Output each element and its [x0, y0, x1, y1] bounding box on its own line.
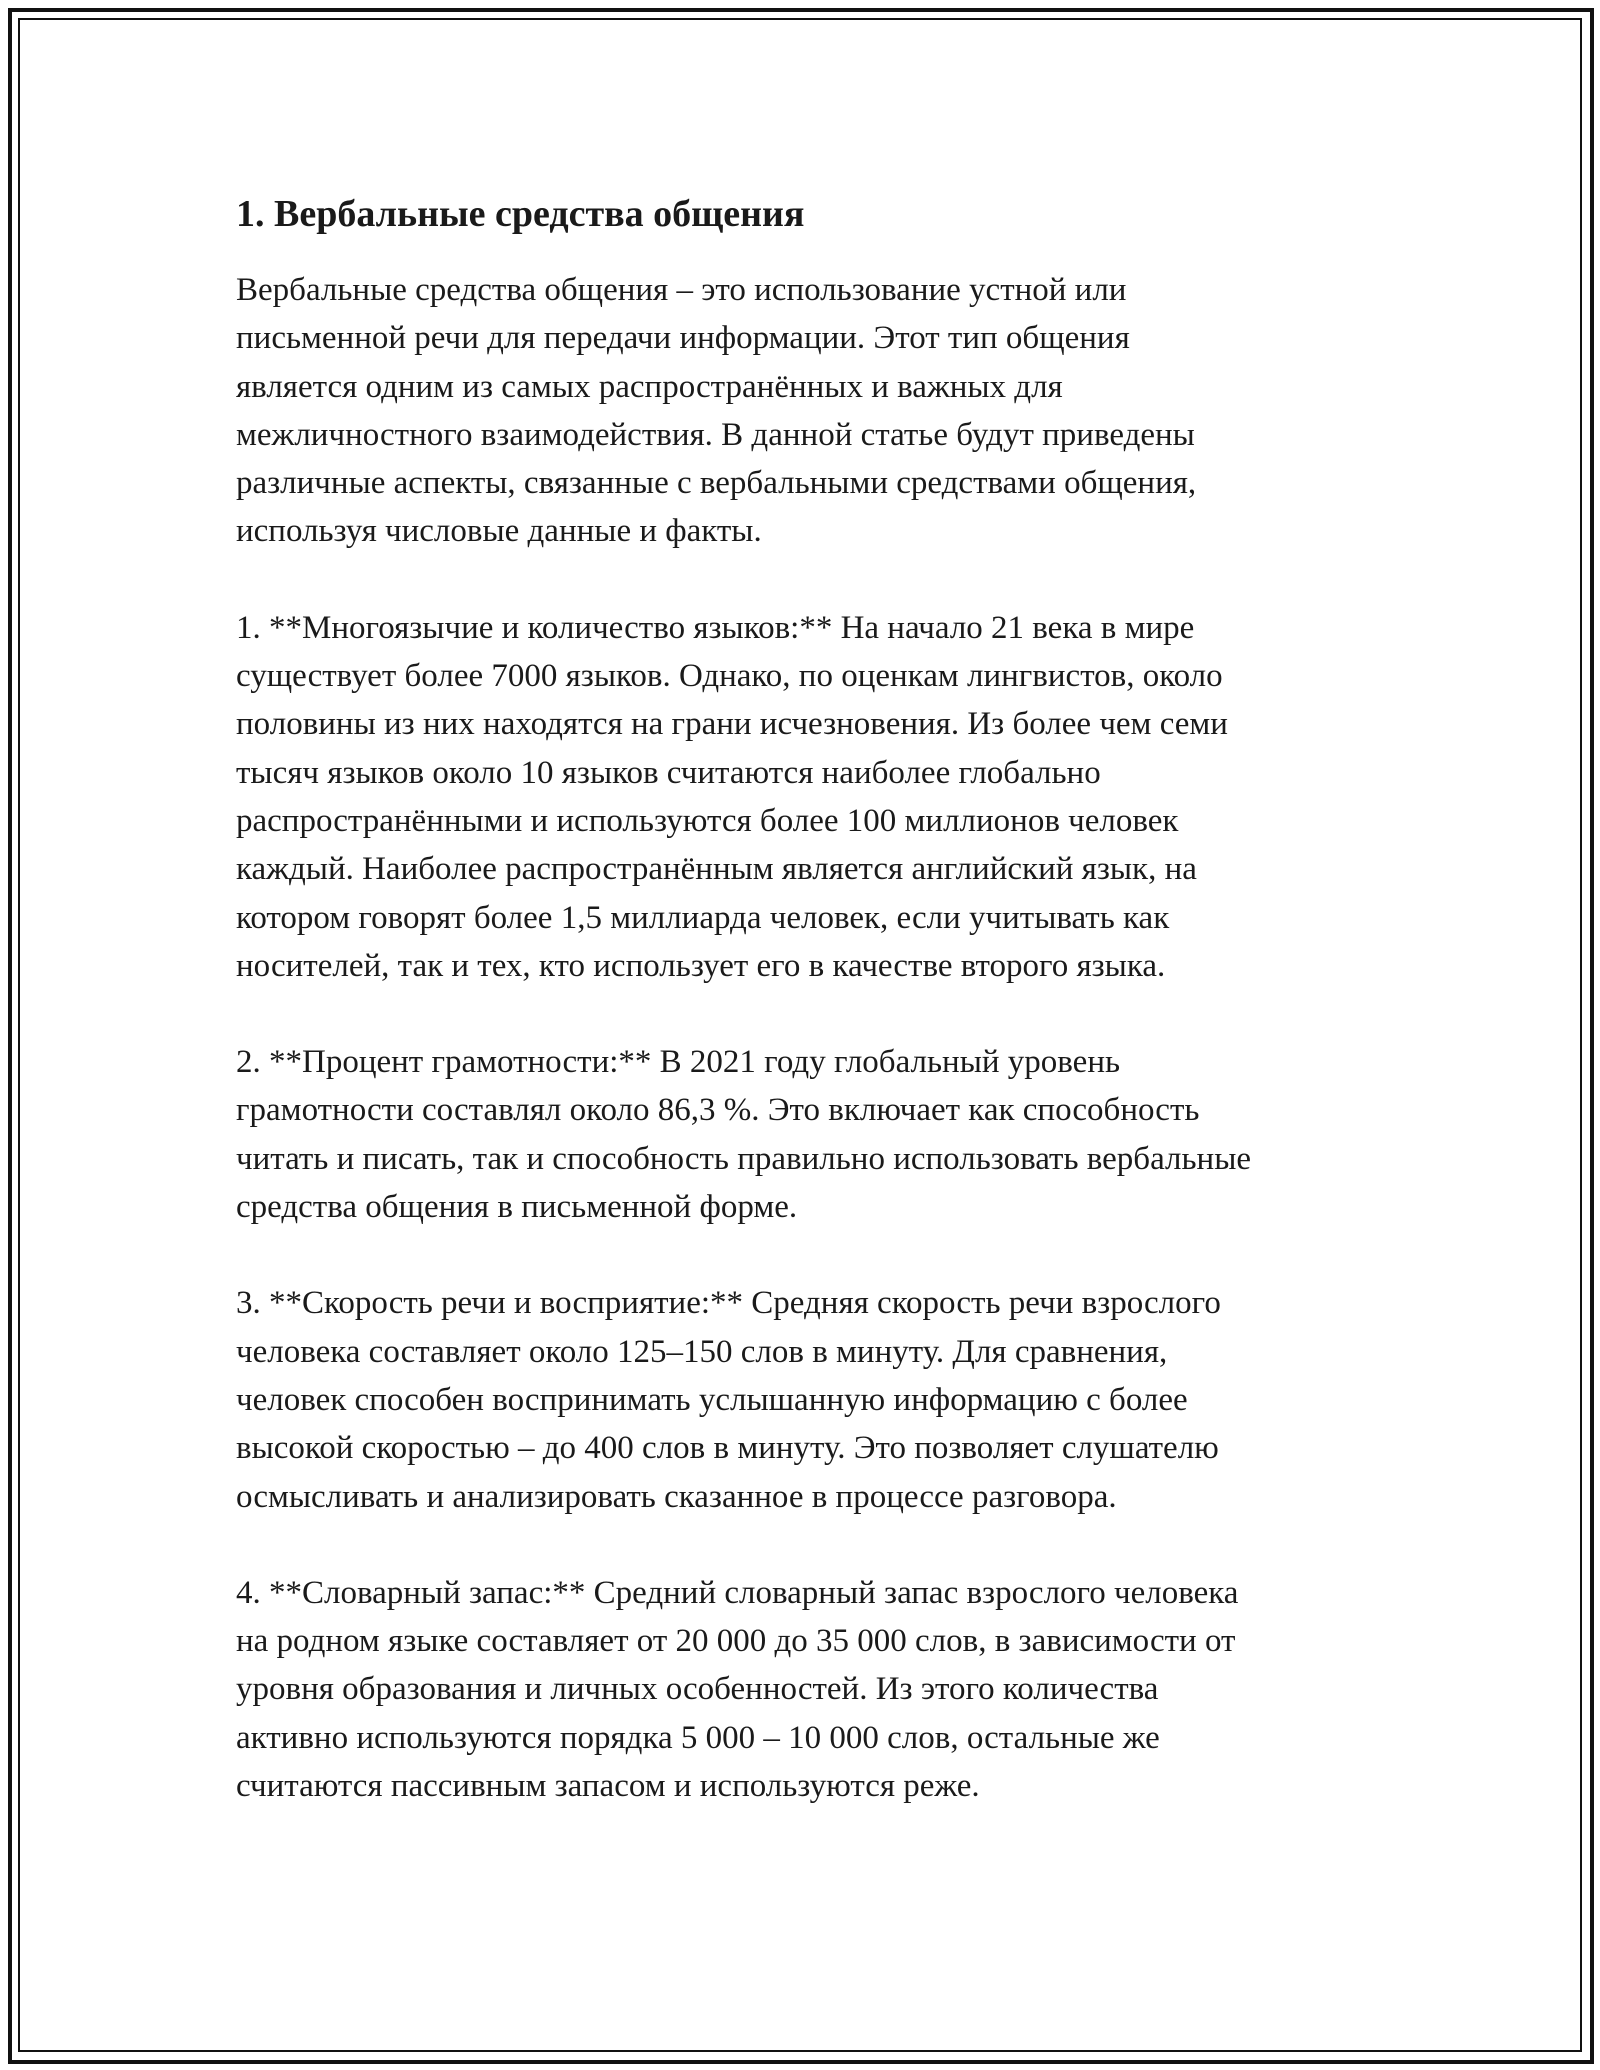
vocabulary-paragraph	[236, 1569, 1386, 1810]
intro-paragraph	[236, 266, 1386, 556]
paragraph-line: на родном языке составляет от 20 000 до 35 000 слов, в зависимости от	[236, 1623, 1236, 1660]
literacy-paragraph	[236, 1038, 1386, 1231]
paragraph-line: уровня образования и личных особенностей. Из этого количества	[236, 1671, 1159, 1708]
paragraph-line: является одним из самых распространённых и важных для	[236, 368, 1063, 405]
multilingualism-paragraph	[236, 604, 1386, 990]
paragraph-line: носителей, так и тех, кто использует его в качестве второго языка.	[236, 947, 1166, 984]
paragraph-line: осмысливать и анализировать сказанное в процессе разговора.	[236, 1478, 1117, 1515]
paragraph-line: 4. **Словарный запас:** Средний словарный запас взрослого человека	[236, 1574, 1239, 1611]
document-body	[236, 188, 1386, 1858]
paragraph-line: 3. **Скорость речи и восприятие:** Средняя скорость речи взрослого	[236, 1285, 1221, 1322]
paragraph-line: Вербальные средства общения – это использование устной или	[236, 272, 1127, 308]
paragraph-line: высокой скоростью – до 400 слов в минуту. Это позволяет слушателю	[236, 1430, 1219, 1467]
paragraph-line: 1. **Многоязычие и количество языков:** На начало 21 века в мире	[236, 609, 1195, 646]
paragraph-line: котором говорят более 1,5 миллиарда человек, если учитывать как	[236, 899, 1170, 936]
paragraph-line: человека составляет около 125–150 слов в минуту. Для сравнения,	[236, 1333, 1168, 1370]
paragraph-line: половины из них находятся на грани исчезновения. Из более чем семи	[236, 706, 1228, 743]
paragraph-line: грамотности составлял около 86,3 %. Это включает как способность	[236, 1092, 1200, 1129]
section-heading: 1. Вербальные средства общения	[236, 193, 805, 235]
paragraph-line: распространёнными и используются более 100 миллионов человек	[236, 802, 1179, 839]
paragraph-line: считаются пассивным запасом и используются реже.	[236, 1768, 980, 1805]
paragraph-line: средства общения в письменной форме.	[236, 1189, 798, 1226]
paragraph-line: письменной речи для передачи информации. Этот тип общения	[236, 320, 1130, 357]
paragraph-line: различные аспекты, связанные с вербальными средствами общения,	[236, 465, 1197, 502]
paragraph-line: каждый. Наиболее распространённым является английский язык, на	[236, 851, 1197, 888]
paragraph-line: существует более 7000 языков. Однако, по оценкам лингвистов, около	[236, 658, 1223, 695]
speech-rate-paragraph	[236, 1279, 1386, 1520]
paragraph-line: межличностного взаимодействия. В данной статье будут приведены	[236, 416, 1195, 453]
paragraph-line: читать и писать, так и способность правильно использовать вербальные	[236, 1140, 1252, 1177]
paragraph-line: 2. **Процент грамотности:** В 2021 году глобальный уровень	[236, 1044, 1121, 1081]
paragraph-line: человек способен воспринимать услышанную информацию с более	[236, 1381, 1188, 1418]
paragraph-line: тысяч языков около 10 языков считаются наиболее глобально	[236, 754, 1101, 791]
paragraph-line: активно используются порядка 5 000 – 10 000 слов, остальные же	[236, 1719, 1160, 1756]
paragraph-line: используя числовые данные и факты.	[236, 513, 762, 550]
